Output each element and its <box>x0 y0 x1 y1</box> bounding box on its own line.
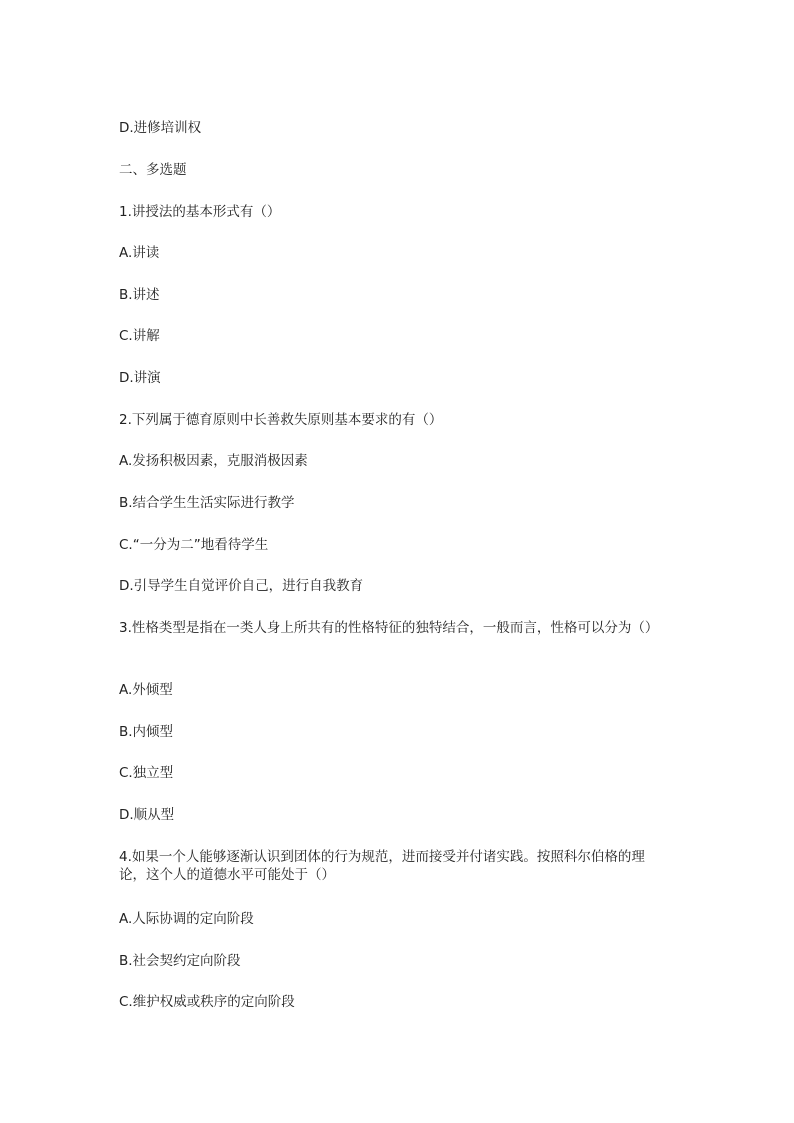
option-text: C.讲解 <box>119 328 160 344</box>
option-text: A.讲读 <box>119 245 160 261</box>
question-text: 1.讲授法的基本形式有（） <box>119 204 281 220</box>
section-heading: 二、多选题 <box>119 162 187 178</box>
option-text: D.顺从型 <box>119 807 175 823</box>
option-text: C.独立型 <box>119 765 174 781</box>
question-text: 3.性格类型是指在一类人身上所共有的性格特征的独特结合，一般而言，性格可以分为（） <box>119 620 659 636</box>
option-text: D.引导学生自觉评价自己，进行自我教育 <box>119 578 364 594</box>
option-text: B.讲述 <box>119 287 160 303</box>
question-text: 2.下列属于德育原则中长善救失原则基本要求的有（） <box>119 412 443 428</box>
option-text: A.外倾型 <box>119 682 173 698</box>
option-text: D.讲演 <box>119 370 161 386</box>
option-text: C.“一分为二”地看待学生 <box>119 537 269 553</box>
option-text: B.结合学生生活实际进行教学 <box>119 495 295 511</box>
option-text: A.人际协调的定向阶段 <box>119 911 254 927</box>
option-text: B.内倾型 <box>119 724 174 740</box>
option-text: A.发扬积极因素，克服消极因素 <box>119 453 308 469</box>
question-text: 4.如果一个人能够逐渐认识到团体的行为规范，进而接受并付诸实践。按照科尔伯格的理论，这个人的道德水平可能处于（） <box>119 849 645 883</box>
option-text: D.进修培训权 <box>119 120 202 136</box>
option-text: C.维护权威或秩序的定向阶段 <box>119 994 295 1010</box>
option-text: B.社会契约定向阶段 <box>119 953 241 969</box>
